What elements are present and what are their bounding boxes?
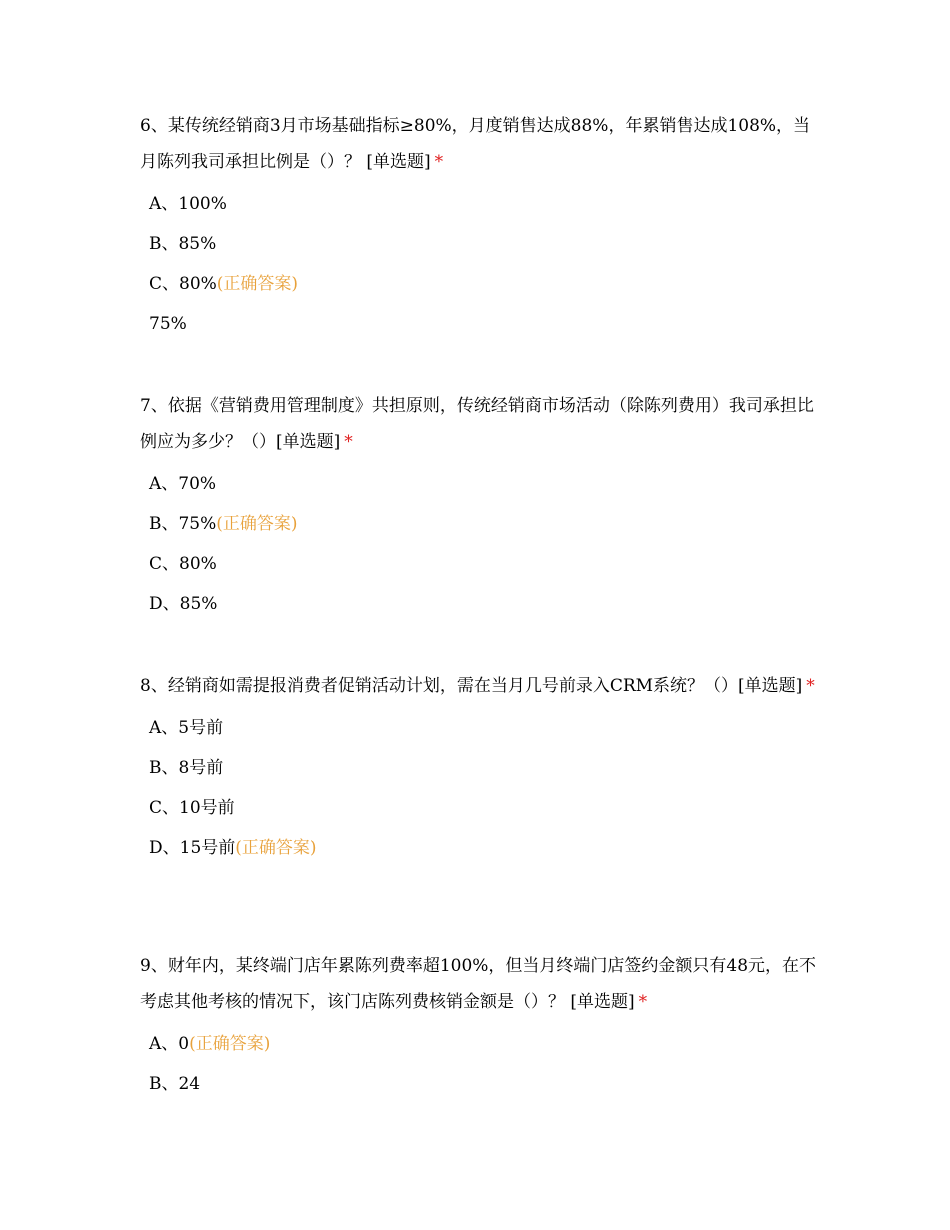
required-mark: * xyxy=(638,992,648,1012)
question-text xyxy=(140,948,820,1020)
option-label: A、0 xyxy=(149,1034,190,1054)
option-item[interactable] xyxy=(140,584,820,624)
option-item[interactable] xyxy=(140,184,820,224)
option-item[interactable] xyxy=(140,748,820,788)
option-item[interactable] xyxy=(140,788,820,828)
question-9 xyxy=(140,948,820,1104)
correct-answer-tag: (正确答案) xyxy=(216,274,299,294)
option-label: D、85% xyxy=(149,594,218,614)
question-text xyxy=(140,388,820,460)
option-label: 75% xyxy=(149,314,187,334)
option-item[interactable] xyxy=(140,1024,820,1064)
option-item[interactable] xyxy=(140,504,820,544)
question-title: 6、某传统经销商3月市场基础指标≥80%，月度销售达成88%，年累销售达成108%，当月陈列我司承担比例是（）？ [单选题] xyxy=(140,116,811,172)
option-item[interactable] xyxy=(140,828,820,868)
question-text xyxy=(140,668,820,704)
option-list xyxy=(140,184,820,344)
required-mark: * xyxy=(344,432,353,452)
option-label: C、10号前 xyxy=(149,798,235,818)
correct-answer-tag: (正确答案) xyxy=(235,838,317,858)
correct-answer-tag: (正确答案) xyxy=(189,1034,271,1054)
option-label: A、5号前 xyxy=(149,718,224,738)
question-text xyxy=(140,108,820,180)
correct-answer-tag: (正确答案) xyxy=(216,514,298,534)
question-title: 7、依据《营销费用管理制度》共担原则，传统经销商市场活动（除陈列费用）我司承担比例应为多少？（）[单选题] xyxy=(140,396,814,452)
option-label: B、75% xyxy=(149,514,217,534)
required-mark: * xyxy=(434,152,444,172)
question-7 xyxy=(140,388,820,624)
option-list xyxy=(140,1024,820,1104)
option-label: B、85% xyxy=(149,234,217,254)
option-label: C、80% xyxy=(149,554,217,574)
question-title: 8、经销商如需提报消费者促销活动计划，需在当月几号前录入CRM系统？（）[单选题] xyxy=(140,676,803,696)
option-label: A、100% xyxy=(149,194,227,214)
required-mark: * xyxy=(806,676,815,696)
question-title: 9、财年内，某终端门店年累陈列费率超100%，但当月终端门店签约金额只有48元，在不考虑其他考核的情况下，该门店陈列费核销金额是（）？ [单选题] xyxy=(140,956,817,1012)
option-item[interactable] xyxy=(140,544,820,584)
option-item[interactable] xyxy=(140,264,820,304)
option-item[interactable] xyxy=(140,464,820,504)
option-label: A、70% xyxy=(149,474,217,494)
question-6 xyxy=(140,108,820,344)
option-label: B、8号前 xyxy=(149,758,224,778)
option-item[interactable] xyxy=(140,304,820,344)
option-list xyxy=(140,464,820,624)
option-label: B、24 xyxy=(149,1074,201,1094)
option-item[interactable] xyxy=(140,1064,820,1104)
option-item[interactable] xyxy=(140,224,820,264)
option-list xyxy=(140,708,820,868)
option-item[interactable] xyxy=(140,708,820,748)
question-8 xyxy=(140,668,820,868)
option-label: D、15号前 xyxy=(149,838,236,858)
option-label: C、80% xyxy=(149,274,217,294)
